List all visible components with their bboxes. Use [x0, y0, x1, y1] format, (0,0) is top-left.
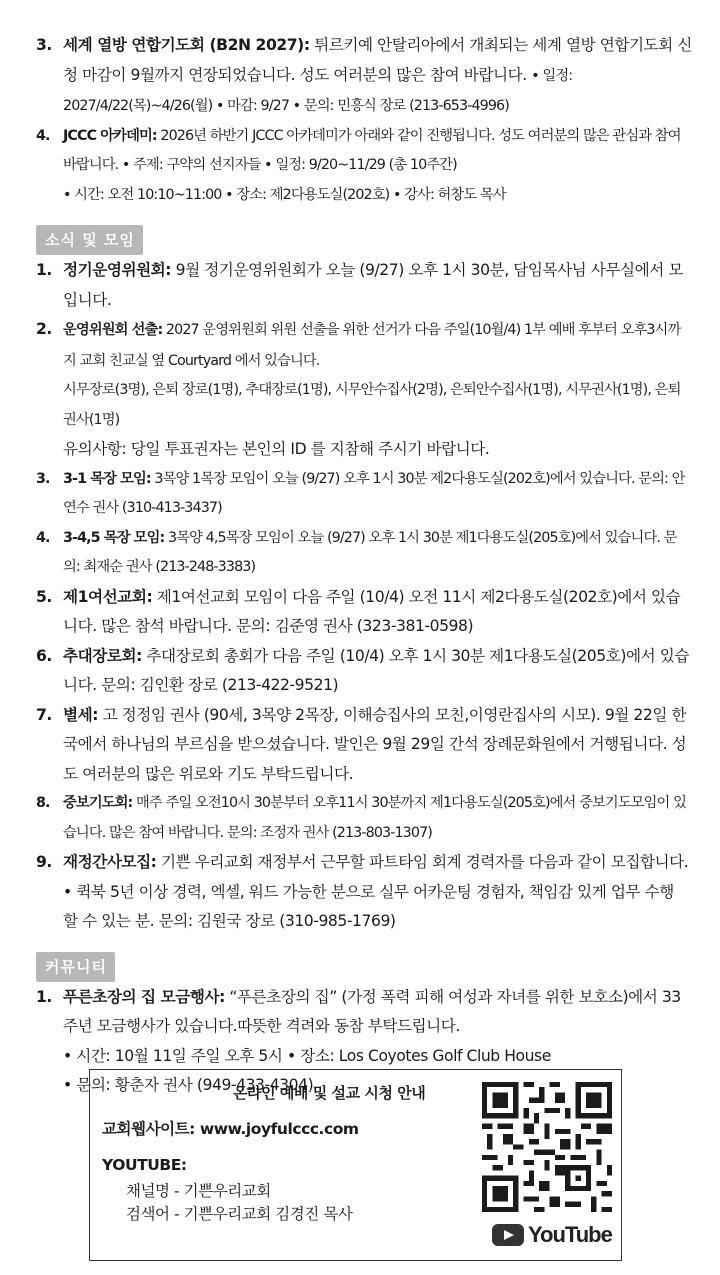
list-item — [30, 642, 692, 701]
item-label: JCCC 아카데미: — [63, 127, 157, 144]
section-header-news: 소식 및 모임 — [36, 225, 143, 255]
item-number: 7. — [36, 705, 52, 724]
item-number: 4. — [36, 529, 50, 546]
item-number: 9. — [36, 853, 52, 871]
item-text: 9월 정기운영위원회가 오늘 (9/27) 오후 1시 30분, 담임목사님 사무실에서 모입니다. — [63, 261, 683, 309]
item-text: 추대장로회 총회가 다음 주일 (10/4) 오후 1시 30분 제1다용도실(205호)에서 있습니다. 문의: 김인환 장로 (213-422-9521) — [63, 646, 689, 694]
item-label: 3-4,5 목장 모임: — [63, 529, 165, 546]
section-header-community: 커뮤니티 — [36, 952, 115, 982]
item-text: 튀르키예 안탈리아에서 개최되는 세계 열방 연합기도회 신청 마감이 9월까지 연장되었습니다. 성도 여러분의 많은 참여 바랍니다. — [63, 36, 692, 84]
item-text: 매주 주일 오전10시 30분부터 오후11시 30분까지 제1다용도실(205호)에서 중보기도모임이 있습니다. 많은 참여 바랍니다. 문의: 조정자 권사 (213-803-1307) — [63, 795, 687, 841]
item-number: 4. — [36, 127, 50, 144]
youtube-label: YOUTUBE: — [102, 1156, 187, 1174]
list-item — [30, 315, 692, 465]
item-label: 별세: — [63, 705, 99, 724]
item-text: 기쁜 우리교회 재정부서 근무할 파트타임 회계 경력자를 다음과 같이 모집합니다. • 퀵북 5년 이상 경력, 엑셀, 워드 가능한 분으로 실무 어카운팅 경험자, 책임감 있게 업무 수행 할 수 있는 분. 문의: 김원국 장로 (310-985-1769) — [63, 853, 689, 930]
item-number: 5. — [36, 587, 52, 606]
item-number: 6. — [36, 646, 52, 665]
item-label: 3-1 목장 모임: — [63, 470, 151, 487]
item-label: 정기운영위원회: — [63, 261, 172, 279]
youtube-logo[interactable] — [492, 1220, 612, 1250]
item-detail: • 시간: 오전 10:10~11:00 • 장소: 제2다용도실(202호) • 강사: 허창도 목사 — [63, 186, 506, 203]
item-number: 1. — [36, 261, 52, 279]
item-text: 3목양 1목장 모임이 오늘 (9/27) 오후 1시 30분 제2다용도실(202호)에서 있습니다. 문의: 안연수 권사 (310-413-3437) — [63, 470, 685, 516]
list-item — [30, 789, 692, 848]
item-detail: 시무장로(3명), 은퇴 장로(1명), 추대장로(1명), 시무안수집사(2명), 은퇴안수집사(1명), 시무권사(1명), 은퇴권사(1명) — [63, 382, 681, 428]
item-text: 제1여선교회 모임이 다음 주일 (10/4) 오전 11시 제2다용도실(202호)에서 있습니다. 많은 참석 바랍니다. 문의: 김준영 권사 (323-381-0598) — [63, 587, 681, 635]
website-link[interactable]: 교회웹사이트: www.joyfulccc.com — [102, 1120, 359, 1138]
list-item — [30, 701, 692, 790]
item-label: 추대장로회: — [63, 646, 142, 665]
list-item — [30, 524, 692, 583]
list-item — [30, 256, 692, 315]
search-term: 검색어 - 기쁜우리교회 김경진 목사 — [126, 1205, 353, 1223]
youtube-logo-text: YouTube — [528, 1222, 612, 1247]
item-text: 고 정정임 권사 (90세, 3목양 2목장, 이해승집사의 모친,이영란집사의 시모). 9월 22일 한국에서 하나님의 부르심을 받으셨습니다. 발인은 9월 29일 간석 장례문화원에서 거행됩니다. 성도 여러분의 많은 위로와 기도 부탁드립니다. — [63, 705, 687, 783]
list-item — [30, 583, 692, 642]
item-number: 3. — [36, 36, 52, 54]
item-text: 3목양 4,5목장 모임이 오늘 (9/27) 오후 1시 30분 제1다용도실(205호)에서 있습니다. 문의: 최재순 권사 (213-248-3383) — [63, 529, 677, 575]
item-label: 제1여선교회: — [63, 587, 153, 606]
item-label: 푸른초장의 집 모금행사: — [63, 987, 225, 1006]
item-label: 중보기도회: — [63, 795, 133, 811]
list-item — [30, 465, 692, 524]
list-item — [30, 122, 692, 211]
item-contact: • 문의: 황춘자 권사 (949-433-4304) — [63, 1076, 314, 1094]
item-number: 1. — [36, 987, 52, 1006]
item-number: 3. — [36, 470, 50, 487]
intro-list — [30, 31, 692, 210]
youtube-play-icon — [492, 1224, 524, 1246]
online-worship-box — [89, 1069, 622, 1261]
item-label: 세계 열방 연합기도회 (B2N 2027): — [63, 36, 310, 54]
item-note: 유의사항: 당일 투표권자는 본인의 ID 를 지참해 주시기 바랍니다. — [63, 440, 490, 458]
list-item — [30, 31, 692, 122]
news-list — [30, 256, 692, 937]
item-number: 2. — [36, 320, 52, 338]
item-detail: • 시간: 10월 11일 주일 오후 5시 • 장소: Los Coyotes Golf Club House — [63, 1046, 551, 1065]
item-detail: • 일정: 2027/4/22(목)~4/26(월) • 마감: 9/27 • 문의: 민흥식 장로 (213-653-4996) — [63, 67, 573, 114]
online-title: 온라인 예배 및 설교 시청 안내 — [233, 1084, 426, 1102]
qr-code-icon[interactable] — [482, 1082, 612, 1212]
item-label: 재정간사모집: — [63, 853, 157, 871]
item-number: 8. — [36, 795, 50, 811]
list-item — [30, 848, 692, 937]
item-text: “푸른초장의 집” (가정 폭력 피해 여성과 자녀를 위한 보호소)에서 33주년 모금행사가 있습니다.따뜻한 격려와 동참 부탁드립니다. — [63, 987, 681, 1035]
item-text: 2026년 하반기 JCCC 아카데미가 아래와 같이 진행됩니다. 성도 여러분의 많은 관심과 참여 바랍니다. • 주제: 구약의 선지자들 • 일정: 9/20~11/29 (총 10주간) — [63, 127, 681, 173]
channel-name: 채널명 - 기쁜우리교회 — [126, 1182, 271, 1200]
item-label: 운영위원회 선출: — [63, 322, 163, 338]
item-text: 2027 운영위원회 위원 선출을 위한 선거가 다음 주일(10월/4) 1부 예배 후부터 오후3시까지 교회 친교실 옆 Courtyard 에서 있습니다. — [63, 322, 681, 369]
